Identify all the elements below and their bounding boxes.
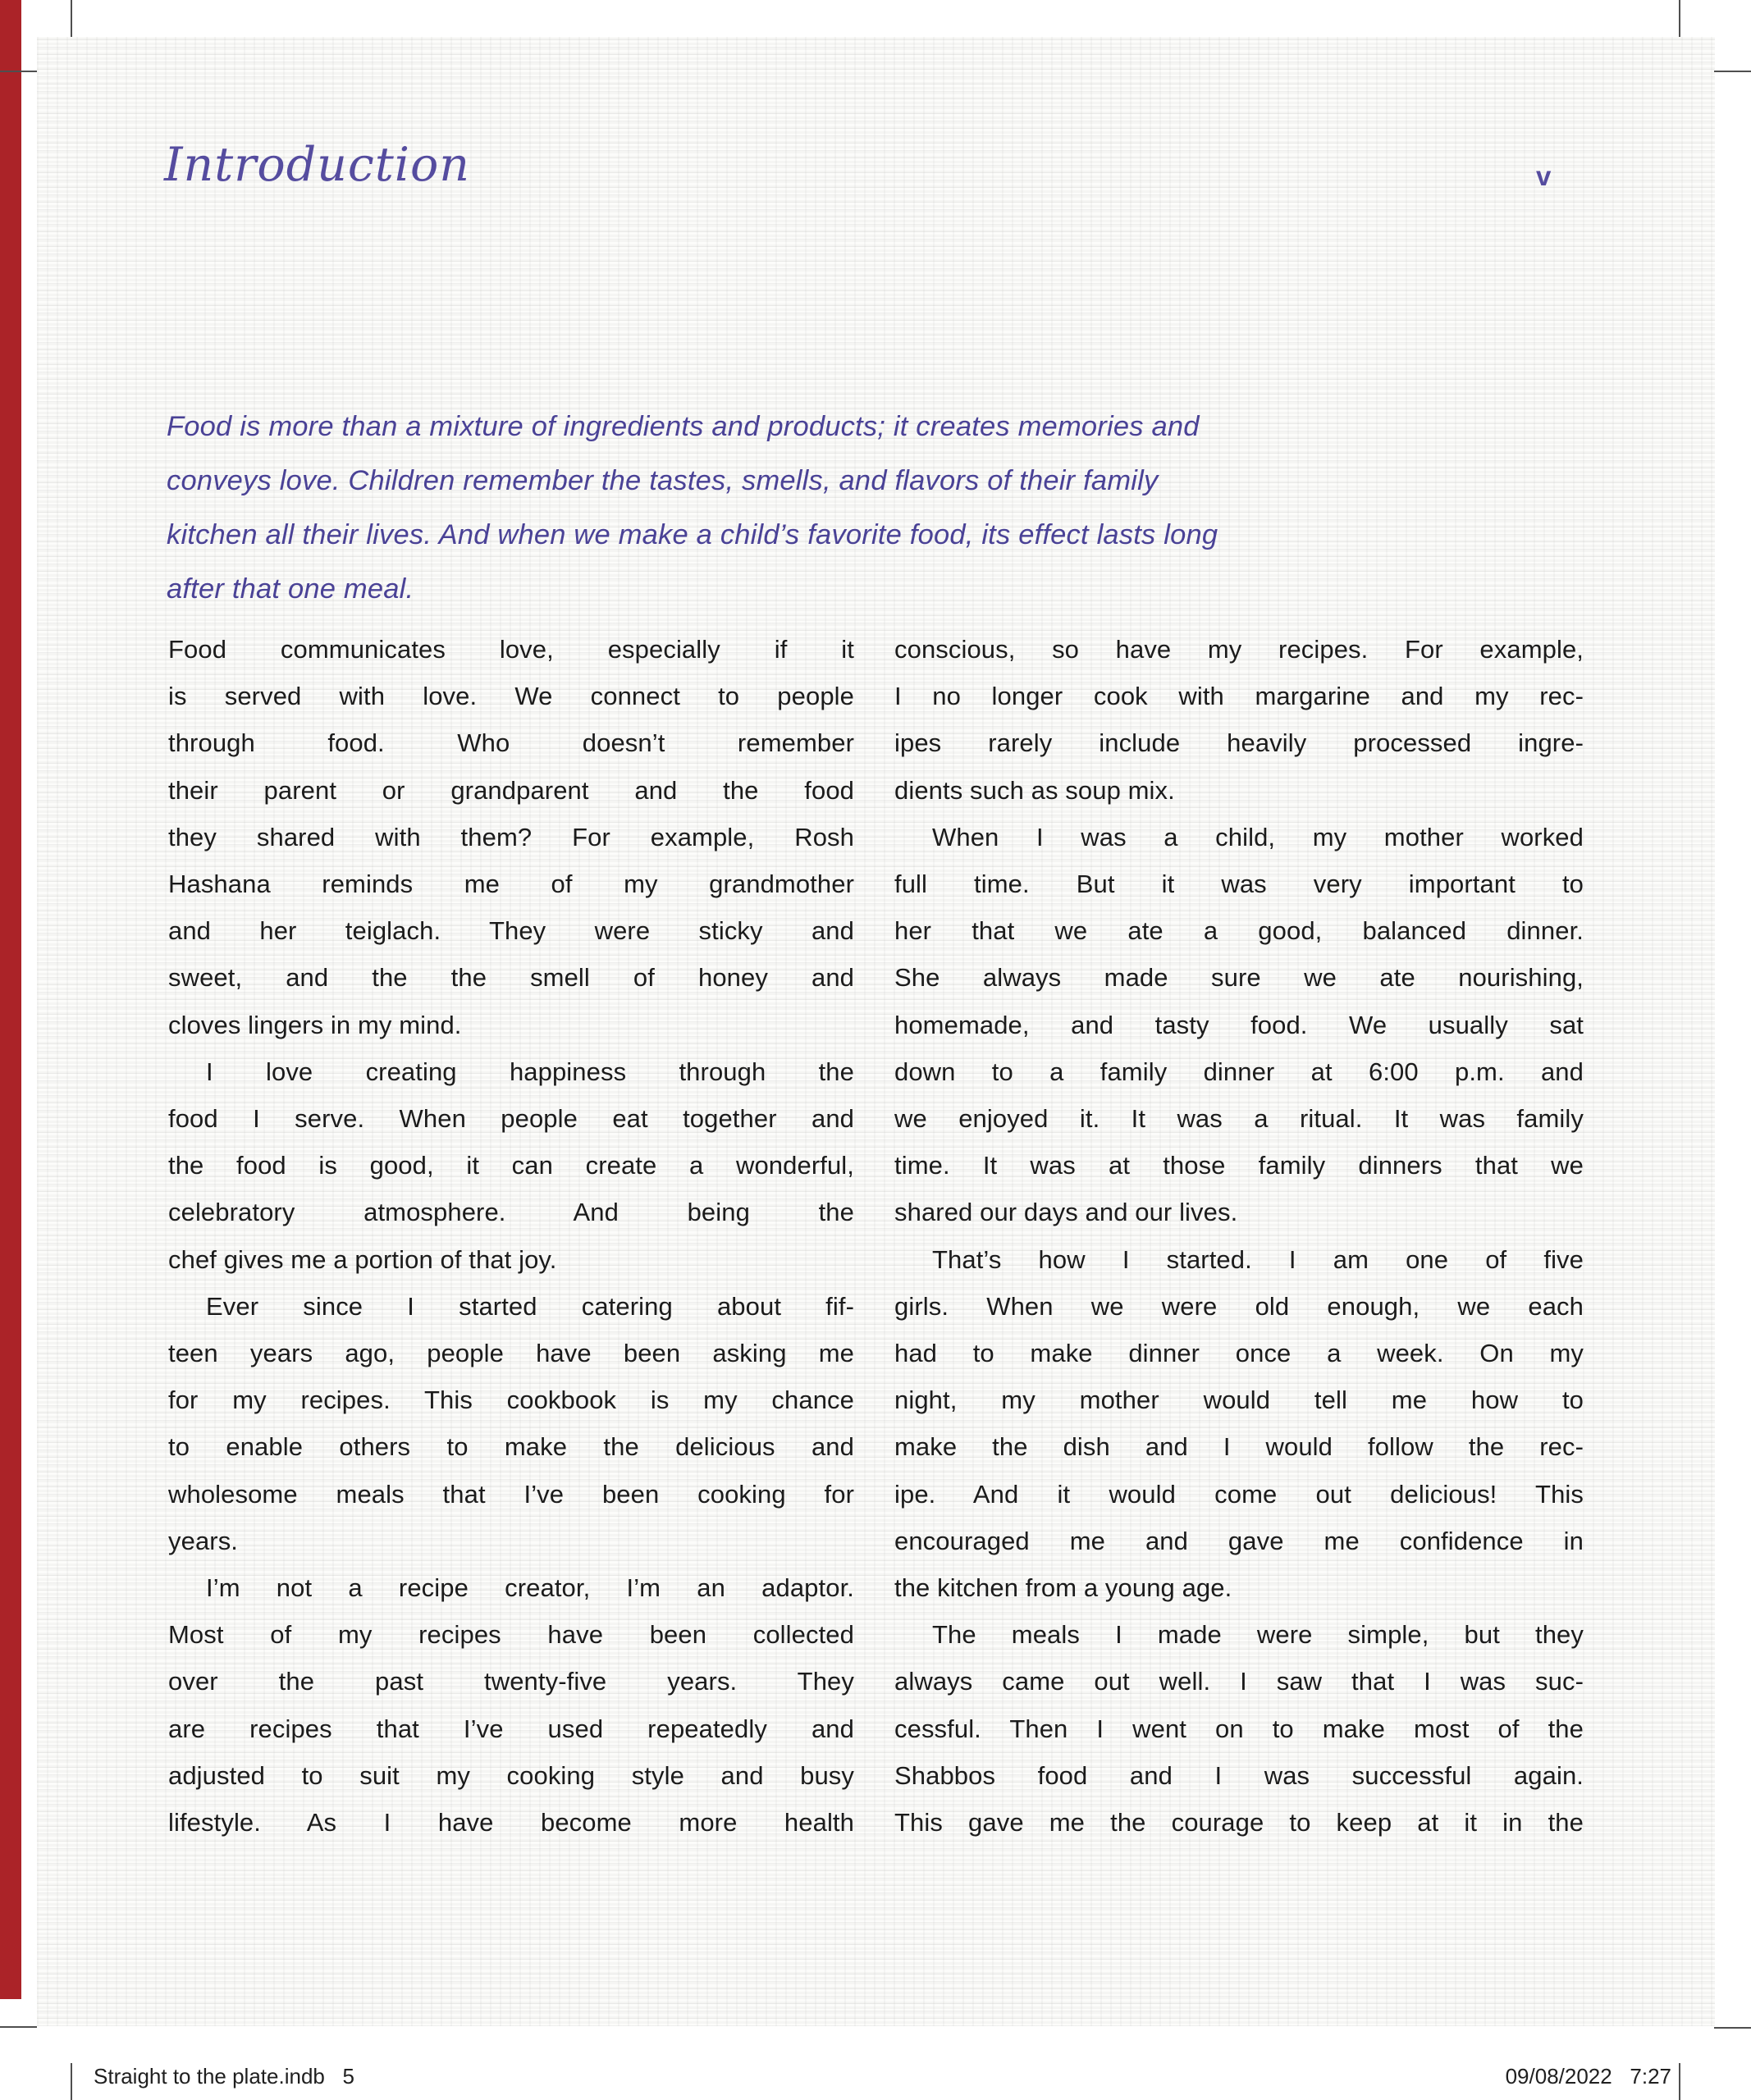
text-line: When I was a child, my mother worked — [932, 822, 1584, 851]
text-line: kitchen all their lives. And when we make a child’s favorite food, its effect lasts long — [167, 519, 1218, 550]
text-line: sweet, and the the smell of honey and — [168, 963, 854, 993]
page-number: v — [1536, 161, 1552, 191]
text-line: the kitchen from a young age. — [894, 1573, 1232, 1603]
text-line: and her teiglach. They were sticky and — [168, 916, 854, 946]
text-line: chef gives me a portion of that joy. — [168, 1244, 557, 1274]
text-line: encouraged me and gave me confidence in — [894, 1526, 1584, 1555]
crop-mark-bottom-left-horizontal — [0, 2026, 37, 2028]
text-line: make the dish and I would follow the rec- — [894, 1432, 1584, 1462]
text-line: Most of my recipes have been collected — [168, 1620, 854, 1650]
left-accent-bar — [0, 0, 21, 1999]
page-title: Introduction — [164, 138, 470, 192]
text-line: the food is good, it can create a wonderful, — [168, 1151, 854, 1180]
text-line: She always made sure we ate nourishing, — [894, 963, 1584, 993]
text-line: cloves lingers in my mind. — [168, 1010, 462, 1039]
crop-mark-bottom-right-vertical — [1679, 2063, 1680, 2100]
text-line: Food is more than a mixture of ingredients and products; it creates memories and — [167, 411, 1200, 442]
text-line: Hashana reminds me of my grandmother — [168, 870, 854, 899]
crop-mark-top-left-horizontal — [0, 71, 37, 72]
text-line: celebratory atmosphere. And being the — [168, 1198, 854, 1227]
text-line: to enable others to make the delicious and — [168, 1432, 854, 1462]
crop-mark-bottom-left-vertical — [71, 2063, 72, 2100]
text-line: The meals I made were simple, but they — [932, 1620, 1584, 1650]
text-line: That’s how I started. I am one of five — [932, 1244, 1584, 1274]
text-line: for my recipes. This cookbook is my chance — [168, 1386, 854, 1415]
text-line: conscious, so have my recipes. For example, — [894, 635, 1584, 664]
footer-timestamp: 09/08/2022 7:27 — [1505, 2064, 1671, 2089]
text-line: they shared with them? For example, Rosh — [168, 822, 854, 851]
text-line: adjusted to suit my cooking style and busy — [168, 1760, 854, 1790]
lead-paragraph — [167, 399, 1561, 616]
text-line: had to make dinner once a week. On my — [894, 1339, 1584, 1368]
body-column-left — [168, 626, 854, 1846]
text-line: her that we ate a good, balanced dinner. — [894, 916, 1584, 946]
text-line: girls. When we were old enough, we each — [894, 1291, 1584, 1321]
footer-file-info: Straight to the plate.indb 5 — [94, 2064, 354, 2089]
text-line: over the past twenty-five years. They — [168, 1667, 854, 1696]
text-line: we enjoyed it. It was a ritual. It was family — [894, 1104, 1584, 1134]
text-line: their parent or grandparent and the food — [168, 775, 854, 805]
text-line: I no longer cook with margarine and my rec- — [894, 682, 1584, 711]
text-line: are recipes that I’ve used repeatedly and — [168, 1714, 854, 1743]
text-line: night, my mother would tell me how to — [894, 1386, 1584, 1415]
text-line: dients such as soup mix. — [894, 775, 1175, 805]
text-line: always came out well. I saw that I was suc- — [894, 1667, 1584, 1696]
text-line: I’m not a recipe creator, I’m an adaptor. — [206, 1573, 854, 1603]
text-line: Food communicates love, especially if it — [168, 635, 854, 664]
text-line: years. — [168, 1526, 239, 1555]
crop-mark-top-right-vertical — [1679, 0, 1680, 37]
text-line: teen years ago, people have been asking me — [168, 1339, 854, 1368]
text-line: cessful. Then I went on to make most of the — [894, 1714, 1584, 1743]
text-line: Shabbos food and I was successful again. — [894, 1760, 1584, 1790]
text-line: down to a family dinner at 6:00 p.m. and — [894, 1057, 1584, 1086]
text-line: shared our days and our lives. — [894, 1198, 1238, 1227]
text-line: lifestyle. As I have become more health — [168, 1808, 854, 1838]
text-line: homemade, and tasty food. We usually sat — [894, 1010, 1584, 1039]
text-line: after that one meal. — [167, 573, 414, 605]
text-line: full time. But it was very important to — [894, 870, 1584, 899]
crop-mark-bottom-right-horizontal — [1714, 2027, 1751, 2029]
text-line: time. It was at those family dinners that we — [894, 1151, 1584, 1180]
text-line: This gave me the courage to keep at it in the — [894, 1808, 1584, 1838]
crop-mark-top-left-vertical — [71, 0, 72, 37]
text-line: conveys love. Children remember the tastes, smells, and flavors of their family — [167, 465, 1159, 496]
text-line: food I serve. When people eat together and — [168, 1104, 854, 1134]
body-column-right — [894, 626, 1584, 1846]
text-line: ipe. And it would come out delicious! This — [894, 1479, 1584, 1509]
text-line: ipes rarely include heavily processed ingre- — [894, 728, 1584, 758]
text-line: is served with love. We connect to people — [168, 682, 854, 711]
text-line: through food. Who doesn’t remember — [168, 728, 854, 758]
text-line: wholesome meals that I’ve been cooking for — [168, 1479, 854, 1509]
text-line: Ever since I started catering about fif- — [206, 1291, 854, 1321]
text-line: I love creating happiness through the — [206, 1057, 854, 1086]
crop-mark-top-right-horizontal — [1714, 71, 1751, 72]
